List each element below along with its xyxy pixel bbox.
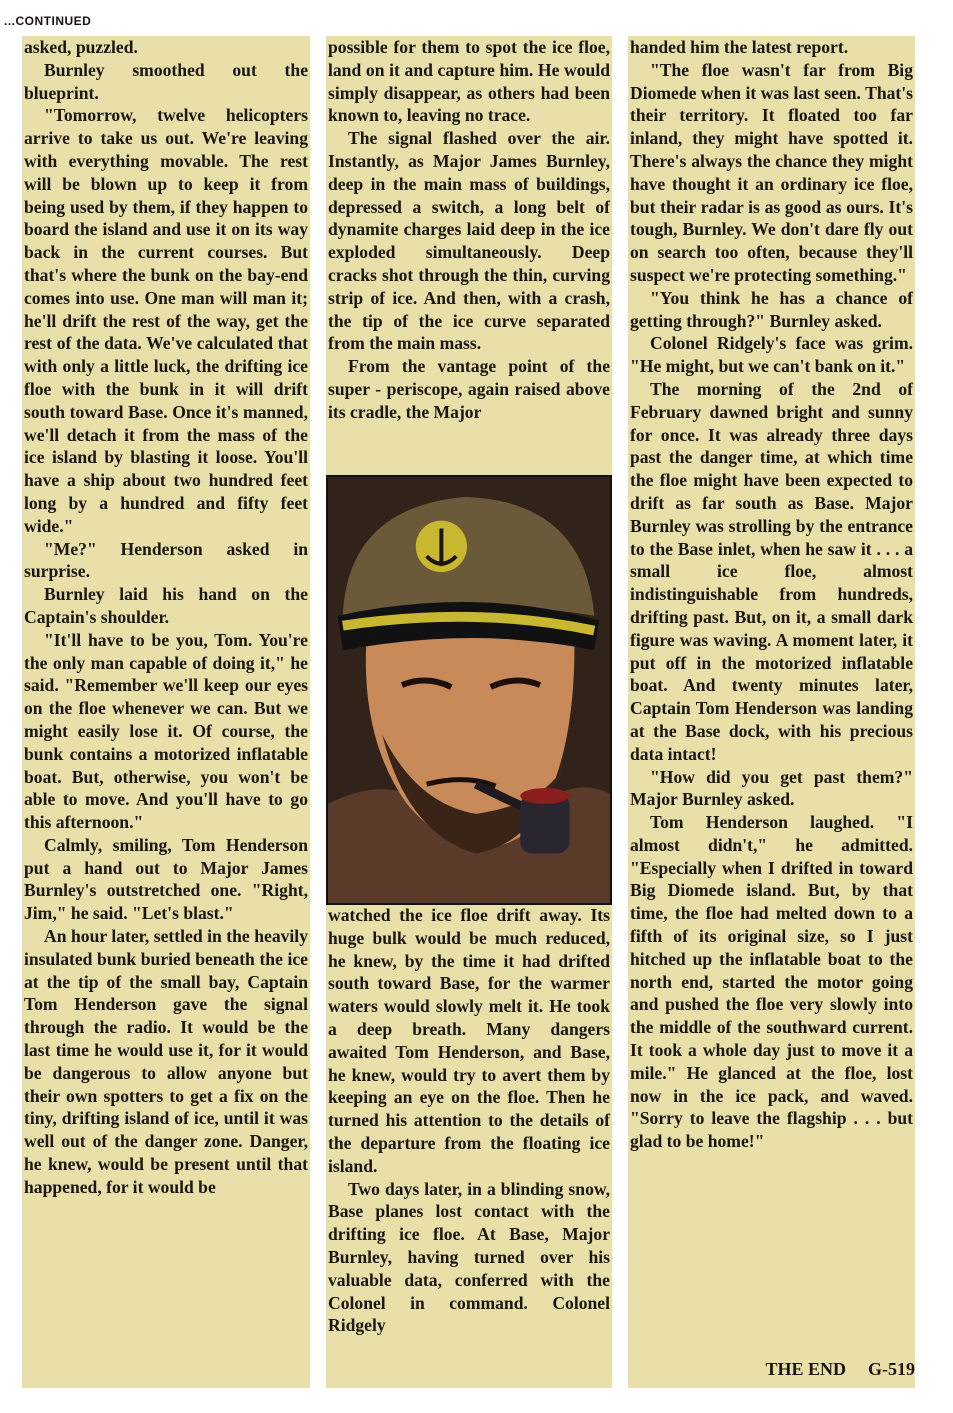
paragraph: Burnley smoothed out the blueprint.: [24, 59, 308, 103]
paragraph: Two days later, in a blinding snow, Base planes lost contact with the drifting ice floe. At Base, Major Burnley, having turned over his valuable data, conferred with the Colonel in command. Colonel Ridgely: [328, 1178, 610, 1336]
paragraph: handed him the latest report.: [630, 37, 849, 57]
paragraph: "Me?" Henderson asked in surprise.: [24, 538, 308, 582]
story-end-footer: [628, 1359, 915, 1380]
paragraph: An hour later, settled in the heavily insulated bunk buried beneath the ice at the tip of the small bay, Captain Tom Henderson gave the signal through the radio. It would be the last time he would use it, for it would be dangerous to allow anyone but their own spotters to get a fix on the tiny, drifting island of ice, until it was well out of the danger zone. Danger, he knew, would be present until that happened, for it would be: [24, 926, 308, 1197]
text-column-3: [628, 36, 915, 1388]
paragraph: "It'll have to be you, Tom. You're the only man capable of doing it," he said. "Remember we'll keep our eyes on the floe whenever we can. But we might easily lose it. Of course, the bunk contains a motorized inflatable boat. But, otherwise, you won't be able to move. And you'll have to go this afternoon.": [24, 629, 308, 833]
paragraph: "How did you get past them?" Major Burnley asked.: [630, 766, 913, 810]
column-2-top-text: [326, 36, 612, 472]
paragraph: Tom Henderson laughed. "I almost didn't," he admitted. "Especially when I drifted in toward Big Diomede island. But, by that time, the floe had melted down to a fifth of its original size, so I just hitched up the inflatable boat to the north end, started the motor going and pushed the floe very slowly into the middle of the southward current. It took a whole day just to move it a mile." He glanced at the floe, lost now in the ice pack, and waved. "Sorry to leave the flagship . . . but glad to be home!": [630, 812, 913, 1152]
paragraph: possible for them to spot the ice floe, land on it and capture him. He would simply disappear, as others had been known to, leaving no trace.: [328, 37, 610, 126]
paragraph: watched the ice floe drift away. Its huge bulk would be much reduced, he knew, by the time it had drifted south toward Base, for the warmer waters would slowly melt it. He took a deep breath. Many dangers awaited Tom Henderson, and Base, he knew, would try to avert them by keeping an eye on the floe. Then he turned his attention to the details of the departure from the floating ice island.: [328, 905, 610, 1176]
captain-portrait-drawing: [328, 477, 610, 903]
the-end-label: THE END: [765, 1359, 846, 1379]
page-code: G-519: [868, 1359, 915, 1379]
paragraph: The morning of the 2nd of February dawned bright and sunny for once. It was already three days past the danger time, at which time the floe might have been expected to drift as far south as Base. Major Burnley was strolling by the entrance to the Base inlet, when he saw it . . . a small ice floe, almost indistinguishable from hundreds, drifting past. But, on it, a small dark figure was waving. A moment later, it put off in the motorized inflatable boat. And twenty minutes later, Captain Tom Henderson was landing at the Base dock, with his precious data intact!: [630, 378, 913, 764]
paragraph: "Tomorrow, twelve helicopters arrive to take us out. We're leaving with everything movable. The rest will be blown up to keep it from being used by them, if they happen to board the island and use it on its way back in the current courses. But that's where the bunk on the bay-end comes into use. One man will man it; he'll drift the rest of the way, get the rest of the data. We've calculated that with only a little luck, the drifting ice floe with the bunk in it will drift south toward Base. Once it's manned, we'll detach it from the mass of the ice island by blasting it loose. You'll have a ship about two hundred feet long by a hundred and fifty feet wide.": [24, 105, 308, 536]
paragraph: "You think he has a chance of getting through?" Burnley asked.: [630, 287, 913, 331]
paragraph: Calmly, smiling, Tom Henderson put a hand out to Major James Burnley's outstretched one. "Right, Jim," he said. "Let's blast.": [24, 834, 308, 924]
captain-portrait-illustration: [326, 475, 612, 905]
column-2-bottom-text: [326, 904, 612, 1337]
paragraph: "The floe wasn't far from Big Diomede when it was last seen. That's their territory. It floated too far inland, they might have spotted it. There's always the chance they might have thought it an ordinary ice floe, but their radar is as good as ours. It's tough, Burnley. We don't dare fly out on search too often, because they'll suspect we're protecting something.": [630, 59, 913, 285]
text-column-1: [22, 36, 310, 1388]
continued-label: ...CONTINUED: [4, 14, 92, 28]
paragraph: From the vantage point of the super - periscope, again raised above its cradle, the Major: [328, 356, 610, 422]
paragraph: asked, puzzled.: [24, 37, 138, 57]
paragraph: Burnley laid his hand on the Captain's shoulder.: [24, 584, 308, 627]
paragraph: Colonel Ridgely's face was grim. "He might, but we can't bank on it.": [630, 333, 913, 377]
paragraph: The signal flashed over the air. Instantly, as Major James Burnley, deep in the main mass of buildings, depressed a switch, a long belt of dynamite charges laid deep in the ice exploded simultaneously. Deep cracks shot through the thin, curving strip of ice. And then, with a crash, the tip of the ice curve separated from the main mass.: [328, 128, 610, 354]
